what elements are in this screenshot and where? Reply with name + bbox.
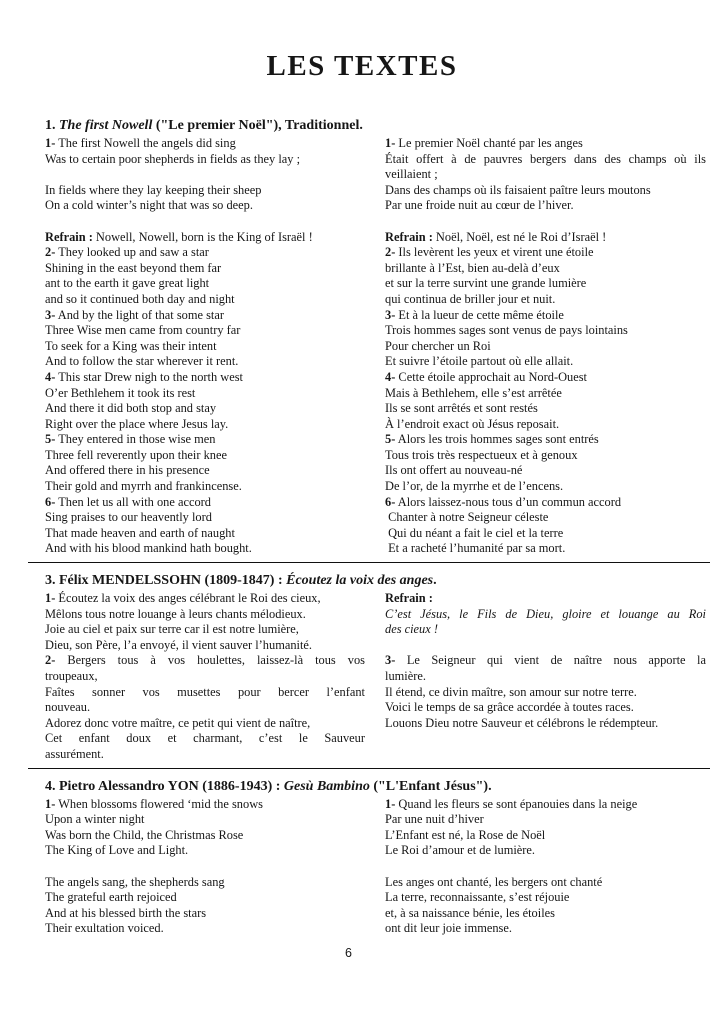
lyric-text: Voici le temps de sa grâce accordée à toutes races. bbox=[385, 700, 634, 715]
lyric-line bbox=[385, 308, 706, 324]
lyric-text: veillaient ; bbox=[385, 167, 438, 182]
lyric-text: Their exultation voiced. bbox=[45, 921, 164, 936]
lyric-text: Et suivre l’étoile partout où elle allait. bbox=[385, 354, 574, 369]
verse-number: 4- bbox=[45, 369, 56, 384]
lyric-line bbox=[45, 417, 365, 433]
lyric-line bbox=[385, 386, 706, 402]
lyric-line bbox=[385, 622, 706, 638]
heading-part: . bbox=[433, 573, 437, 589]
lyric-line bbox=[45, 510, 365, 526]
lyric-text: Their gold and myrrh and frankincense. bbox=[45, 479, 242, 494]
verse-number: 1- bbox=[385, 796, 396, 811]
lyric-text: Par une nuit d’hiver bbox=[385, 812, 484, 827]
heading-part: 4. Pietro Alessandro YON (1886-1943) : bbox=[45, 778, 284, 794]
lyric-line bbox=[385, 448, 706, 464]
lyric-line bbox=[45, 685, 365, 701]
lyric-line bbox=[45, 700, 365, 716]
lyric-text: They looked up and saw a star bbox=[55, 245, 209, 260]
lyric-text: brillante à l’Est, bien au-delà d’eux bbox=[385, 260, 560, 275]
lyric-text: ant to the earth it gave great light bbox=[45, 276, 210, 291]
lyric-line bbox=[385, 167, 706, 183]
lyric-text: La terre, reconnaissante, s’est réjouie bbox=[385, 890, 570, 905]
lyric-text: Right over the place where Jesus lay. bbox=[45, 416, 229, 431]
lyric-text: et, à sa naissance bénie, les étoiles bbox=[385, 905, 555, 920]
lyric-text: Mêlons tous notre louange à leurs chants mélodieux. bbox=[45, 606, 306, 621]
lyrics-columns bbox=[45, 591, 706, 763]
lyric-text: And with his blood mankind hath bought. bbox=[45, 541, 252, 556]
lyric-text: In fields where they lay keeping their sheep bbox=[45, 182, 262, 197]
verse-number: 5- bbox=[45, 432, 56, 447]
lyric-line bbox=[45, 541, 365, 557]
verse-number: 2- bbox=[45, 653, 56, 668]
lyrics-right-column bbox=[385, 136, 706, 557]
lyric-line bbox=[385, 245, 706, 261]
blank-line bbox=[45, 214, 365, 230]
lyric-text: Et à la lueur de cette même étoile bbox=[395, 307, 564, 322]
lyric-text: The first Nowell the angels did sing bbox=[55, 136, 236, 150]
lyric-text: Par une froide nuit au cœur de l’hiver. bbox=[385, 198, 574, 213]
song-section-3 bbox=[45, 778, 706, 937]
lyric-line bbox=[45, 843, 365, 859]
lyric-text: Le Roi d’amour et de lumière. bbox=[385, 843, 536, 858]
lyric-line bbox=[385, 136, 706, 152]
songs-container bbox=[45, 117, 706, 946]
lyric-line bbox=[45, 747, 365, 763]
lyric-line bbox=[385, 812, 706, 828]
lyric-text: When blossoms flowered ‘mid the snows bbox=[55, 796, 263, 811]
lyric-text: And offered there in his presence bbox=[45, 463, 210, 478]
lyric-text: Qui du néant a fait le ciel et la terre bbox=[385, 525, 564, 540]
lyric-line bbox=[45, 797, 365, 813]
lyric-text: L’Enfant est né, la Rose de Noël bbox=[385, 827, 546, 842]
verse-number: 5- bbox=[385, 432, 396, 447]
lyric-line bbox=[45, 669, 365, 685]
lyrics-left-column bbox=[45, 136, 365, 557]
lyric-line bbox=[45, 432, 365, 448]
lyric-line bbox=[45, 495, 365, 511]
lyric-text: The grateful earth rejoiced bbox=[45, 890, 177, 905]
lyric-text: assurément. bbox=[45, 746, 104, 761]
lyric-line bbox=[385, 417, 706, 433]
lyric-text: et sur la terre survint une grande lumière bbox=[385, 276, 587, 291]
lyric-text: And by the light of that some star bbox=[55, 307, 224, 322]
verse-number: 1- bbox=[45, 591, 56, 606]
blank-line bbox=[45, 167, 365, 183]
lyric-text: troupeaux, bbox=[45, 669, 98, 683]
lyric-line bbox=[385, 432, 706, 448]
lyric-text: À l’endroit exact où Jésus reposait. bbox=[385, 416, 560, 431]
lyric-line bbox=[385, 370, 706, 386]
lyric-line bbox=[385, 716, 706, 732]
lyric-text: Tous trois très respectueux et à genoux bbox=[385, 447, 578, 462]
lyric-text: Ils se sont arrêtés et sont restés bbox=[385, 401, 538, 416]
lyric-line bbox=[45, 448, 365, 464]
lyric-line bbox=[45, 292, 365, 308]
lyric-line bbox=[385, 230, 706, 246]
page-number: 6 bbox=[345, 946, 352, 960]
verse-number: 2- bbox=[385, 245, 396, 260]
lyric-line bbox=[45, 921, 365, 937]
lyric-line bbox=[385, 479, 706, 495]
lyric-text: Three Wise men came from country far bbox=[45, 323, 241, 338]
lyric-line bbox=[385, 152, 706, 168]
heading-part: ("L'Enfant Jésus"). bbox=[369, 778, 492, 794]
verse-number: 6- bbox=[45, 494, 56, 509]
lyric-text: Then let us all with one accord bbox=[55, 494, 211, 509]
lyric-line bbox=[45, 812, 365, 828]
lyric-line bbox=[45, 607, 365, 623]
section-gap bbox=[45, 937, 706, 946]
lyric-line bbox=[385, 292, 706, 308]
lyric-line bbox=[385, 261, 706, 277]
lyric-text: On a cold winter’s night that was so deep. bbox=[45, 198, 253, 213]
lyric-text: Cet enfant doux et charmant, c’est le Sauveur bbox=[45, 731, 365, 746]
page-title: LES TEXTES bbox=[266, 50, 458, 82]
lyric-text: Le premier Noël chanté par les anges bbox=[395, 136, 583, 150]
lyric-line bbox=[45, 401, 365, 417]
lyric-line bbox=[385, 354, 706, 370]
lyric-line bbox=[385, 669, 706, 685]
lyric-text: C’est Jésus, le Fils de Dieu, gloire et louange au Roi bbox=[385, 606, 706, 621]
lyric-text: Pour chercher un Roi bbox=[385, 338, 491, 353]
verse-number: Refrain : bbox=[385, 229, 433, 244]
lyric-line bbox=[385, 198, 706, 214]
lyric-text: Cette étoile approchait au Nord-Ouest bbox=[395, 369, 587, 384]
lyrics-left-column bbox=[45, 797, 365, 937]
section-divider bbox=[28, 562, 710, 563]
lyric-text: Was to certain poor shepherds in fields as they lay ; bbox=[45, 151, 301, 166]
lyric-text: This star Drew nigh to the north west bbox=[55, 369, 243, 384]
lyric-text: Dieu, son Père, l’a envoyé, il vient sauver l’humanité. bbox=[45, 637, 313, 652]
lyric-line bbox=[45, 906, 365, 922]
lyric-line bbox=[45, 354, 365, 370]
lyric-line bbox=[45, 230, 365, 246]
lyric-text: Était offert à de pauvres bergers dans des champs où ils bbox=[385, 151, 706, 166]
verse-number: Refrain : bbox=[45, 229, 93, 244]
lyric-line bbox=[385, 797, 706, 813]
lyric-text: Ils levèrent les yeux et virent une étoile bbox=[395, 245, 594, 260]
lyric-line bbox=[385, 541, 706, 557]
lyric-text: Trois hommes sages sont venus de pays lointains bbox=[385, 323, 628, 338]
lyric-line bbox=[45, 308, 365, 324]
song-section-2 bbox=[45, 572, 706, 763]
section-divider bbox=[28, 768, 710, 769]
verse-number: 1- bbox=[385, 136, 396, 150]
lyric-text: They entered in those wise men bbox=[55, 432, 216, 447]
song-heading bbox=[45, 778, 706, 795]
lyric-line bbox=[385, 463, 706, 479]
lyric-line bbox=[385, 700, 706, 716]
lyric-text: Ils ont offert au nouveau-né bbox=[385, 463, 523, 478]
lyric-line bbox=[45, 386, 365, 402]
lyric-text: Shining in the east beyond them far bbox=[45, 260, 222, 275]
lyric-line bbox=[385, 276, 706, 292]
lyric-line bbox=[385, 653, 706, 669]
lyric-line bbox=[385, 526, 706, 542]
lyric-text: That made heaven and earth of naught bbox=[45, 525, 235, 540]
lyric-line bbox=[45, 653, 365, 669]
lyric-line bbox=[45, 875, 365, 891]
blank-line bbox=[45, 859, 365, 875]
lyric-text: Joie au ciel et paix sur terre car il est notre lumière, bbox=[45, 622, 299, 637]
lyric-line bbox=[45, 276, 365, 292]
lyrics-right-column bbox=[385, 797, 706, 937]
lyric-line bbox=[45, 261, 365, 277]
lyric-line bbox=[385, 495, 706, 511]
lyric-line bbox=[385, 921, 706, 937]
lyric-text: Et a racheté l’humanité par sa mort. bbox=[385, 541, 566, 556]
lyric-text: Il étend, ce divin maître, son amour sur notre terre. bbox=[385, 684, 637, 699]
song-heading bbox=[45, 117, 706, 134]
lyric-line bbox=[385, 401, 706, 417]
lyric-text: De l’or, de la myrrhe et de l’encens. bbox=[385, 479, 564, 494]
song-heading bbox=[45, 572, 706, 589]
lyric-line bbox=[385, 607, 706, 623]
lyric-line bbox=[385, 591, 706, 607]
lyric-line bbox=[385, 875, 706, 891]
lyrics-left-column bbox=[45, 591, 365, 763]
lyric-line bbox=[45, 622, 365, 638]
heading-part: 1. bbox=[45, 118, 59, 133]
lyric-line bbox=[385, 843, 706, 859]
heading-part: The first Nowell bbox=[59, 118, 153, 133]
lyric-line bbox=[45, 828, 365, 844]
lyric-text: ont dit leur joie immense. bbox=[385, 921, 512, 936]
lyric-text: Three fell reverently upon their knee bbox=[45, 447, 227, 462]
lyric-text: Alors les trois hommes sages sont entrés bbox=[395, 432, 599, 447]
verse-number: 3- bbox=[45, 307, 56, 322]
verse-number: 1- bbox=[45, 796, 56, 811]
lyric-text: And at his blessed birth the stars bbox=[45, 905, 207, 920]
blank-line bbox=[385, 638, 706, 654]
lyric-text: Nowell, Nowell, born is the King of Israël ! bbox=[92, 229, 313, 244]
lyric-line bbox=[385, 906, 706, 922]
lyric-line bbox=[45, 183, 365, 199]
verse-number: 3- bbox=[385, 307, 396, 322]
lyric-text: The King of Love and Light. bbox=[45, 843, 189, 858]
verse-number: 3- bbox=[385, 653, 396, 668]
lyrics-right-column bbox=[385, 591, 706, 763]
blank-line bbox=[385, 214, 706, 230]
lyric-line bbox=[45, 638, 365, 654]
lyric-text: Écoutez la voix des anges célébrant le Roi des cieux, bbox=[55, 591, 321, 606]
lyric-text: Alors laissez-nous tous d’un commun accord bbox=[395, 494, 622, 509]
lyric-line bbox=[45, 526, 365, 542]
lyric-text: des cieux ! bbox=[385, 622, 438, 637]
lyric-text: nouveau. bbox=[45, 700, 91, 715]
lyric-text: Dans des champs où ils faisaient paître leurs moutons bbox=[385, 182, 651, 197]
lyric-text: Le Seigneur qui vient de naître nous apporte la bbox=[395, 653, 706, 668]
lyric-text: Louons Dieu notre Sauveur et célébrons le rédempteur. bbox=[385, 715, 659, 730]
lyric-line bbox=[45, 152, 365, 168]
lyric-line bbox=[45, 890, 365, 906]
heading-part: 3. Félix MENDELSSOHN (1809-1847) : bbox=[45, 573, 287, 589]
lyric-line bbox=[385, 339, 706, 355]
song-section-1 bbox=[45, 117, 706, 557]
heading-part: Écoutez la voix des anges bbox=[286, 573, 434, 589]
lyric-text: To seek for a King was their intent bbox=[45, 338, 217, 353]
lyric-text: and so it continued both day and night bbox=[45, 291, 235, 306]
verse-number: Refrain : bbox=[385, 591, 433, 606]
lyric-line bbox=[385, 323, 706, 339]
lyric-line bbox=[45, 136, 365, 152]
lyric-text: And to follow the star wherever it rent. bbox=[45, 354, 239, 369]
heading-part: ("Le premier Noël"), Traditionnel. bbox=[152, 118, 363, 133]
lyric-line bbox=[45, 716, 365, 732]
lyric-line bbox=[385, 510, 706, 526]
lyrics-columns bbox=[45, 136, 706, 557]
lyric-line bbox=[45, 323, 365, 339]
lyric-line bbox=[385, 183, 706, 199]
verse-number: 1- bbox=[45, 136, 56, 150]
lyric-line bbox=[45, 198, 365, 214]
lyric-text: Upon a winter night bbox=[45, 812, 145, 827]
lyric-text: Bergers tous à vos houlettes, laissez-là tous vos bbox=[55, 653, 365, 668]
heading-part: Gesù Bambino bbox=[283, 778, 370, 794]
lyric-line bbox=[385, 890, 706, 906]
verse-number: 4- bbox=[385, 369, 396, 384]
lyric-text: Sing praises to our heavently lord bbox=[45, 510, 212, 525]
lyric-text: And there it did both stop and stay bbox=[45, 401, 217, 416]
lyrics-columns bbox=[45, 797, 706, 937]
lyric-text: O’er Bethlehem it took its rest bbox=[45, 385, 196, 400]
lyric-text: Noël, Noël, est né le Roi d’Israël ! bbox=[432, 229, 607, 244]
lyric-line bbox=[45, 370, 365, 386]
lyric-line bbox=[45, 731, 365, 747]
lyric-text: Chanter à notre Seigneur céleste bbox=[385, 510, 549, 525]
lyric-text: Was born the Child, the Christmas Rose bbox=[45, 827, 244, 842]
verse-number: 6- bbox=[385, 494, 396, 509]
lyric-text: Les anges ont chanté, les bergers ont chanté bbox=[385, 874, 603, 889]
lyric-line bbox=[45, 245, 365, 261]
lyric-text: lumière. bbox=[385, 669, 426, 683]
lyric-text: Adorez donc votre maître, ce petit qui vient de naître, bbox=[45, 715, 311, 730]
lyric-line bbox=[45, 339, 365, 355]
lyric-line bbox=[45, 463, 365, 479]
lyric-line bbox=[385, 685, 706, 701]
lyric-line bbox=[385, 828, 706, 844]
lyric-line bbox=[45, 479, 365, 495]
verse-number: 2- bbox=[45, 245, 56, 260]
lyric-text: Faîtes sonner vos musettes pour bercer l’enfant bbox=[45, 684, 365, 699]
lyric-text: qui continua de briller jour et nuit. bbox=[385, 291, 556, 306]
lyric-line bbox=[45, 591, 365, 607]
lyric-text: The angels sang, the shepherds sang bbox=[45, 874, 225, 889]
blank-line bbox=[385, 859, 706, 875]
lyric-text: Mais à Bethlehem, elle s’est arrêtée bbox=[385, 385, 562, 400]
lyric-text: Quand les fleurs se sont épanouies dans la neige bbox=[395, 796, 638, 811]
